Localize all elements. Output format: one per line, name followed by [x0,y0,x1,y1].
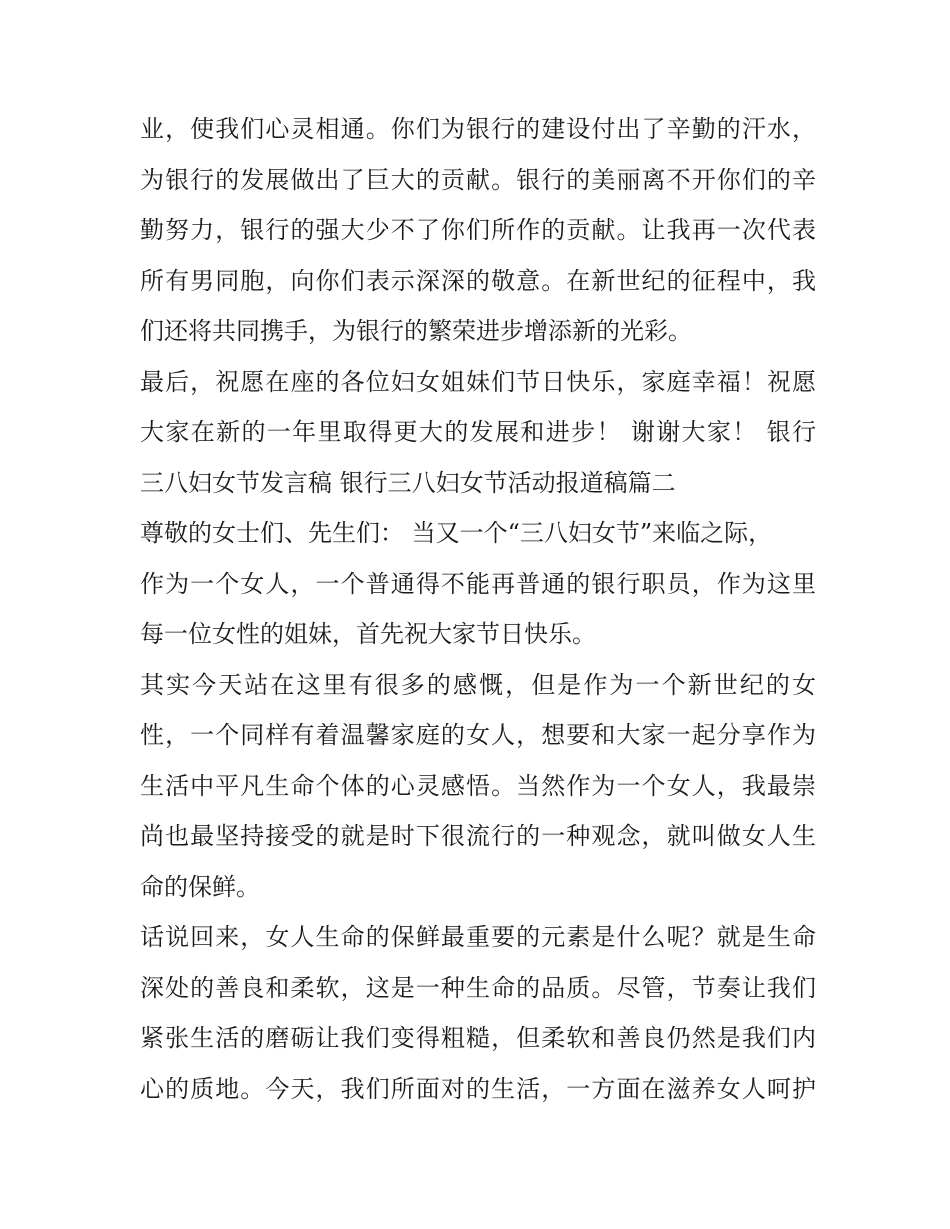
text-line: 尚也最坚持接受的就是时下很流行的一种观念，就叫做女人生 [140,822,816,850]
text-line: 性，一个同样有着温馨家庭的女人，想要和大家一起分享作为 [140,721,816,749]
document-body [140,104,816,1114]
text-line: 作为一个女人，一个普通得不能再普通的银行职员，作为这里 [140,569,816,598]
text-line: 心的质地。今天，我们所面对的生活，一方面在滋养女人呵护 [140,1074,816,1103]
text-line: 们还将共同携手，为银行的繁荣进步增添新的光彩。 [140,317,692,345]
text-line: 大家在新的一年里取得更大的发展和进步！ 谢谢大家！ 银行 [140,418,816,446]
text-line: 每一位女性的姐妹，首先祝大家节日快乐。 [140,620,596,648]
text-line: 紧张生活的磨砺让我们变得粗糙，但柔软和善良仍然是我们内 [140,1024,816,1052]
text-line: 其实今天站在这里有很多的感慨，但是作为一个新世纪的女 [140,670,816,699]
text-line: 尊敬的女士们、先生们： 当又一个“三八妇女节”来临之际， [140,519,773,547]
text-line: 最后，祝愿在座的各位妇女姐妹们节日快乐，家庭幸福！祝愿 [140,367,816,396]
text-line: 命的保鲜。 [140,872,260,901]
text-line: 所有男同胞，向你们表示深深的敬意。在新世纪的征程中，我 [140,266,816,295]
text-line: 深处的善良和柔软，这是一种生命的品质。尽管，节奏让我们 [140,973,816,1002]
text-line: 业，使我们心灵相通。你们为银行的建设付出了辛勤的汗水， [140,115,816,143]
text-line: 生活中平凡生命个体的心灵感悟。当然作为一个女人，我最崇 [140,771,816,800]
text-line: 话说回来，女人生命的保鲜最重要的元素是什么呢？就是生命 [140,923,816,951]
text-line: 为银行的发展做出了巨大的贡献。银行的美丽离不开你们的辛 [140,165,816,194]
text-line: 三八妇女节发言稿 银行三八妇女节活动报道稿篇二 [140,468,676,497]
text-line: 勤努力，银行的强大少不了你们所作的贡献。让我再一次代表 [140,216,816,244]
